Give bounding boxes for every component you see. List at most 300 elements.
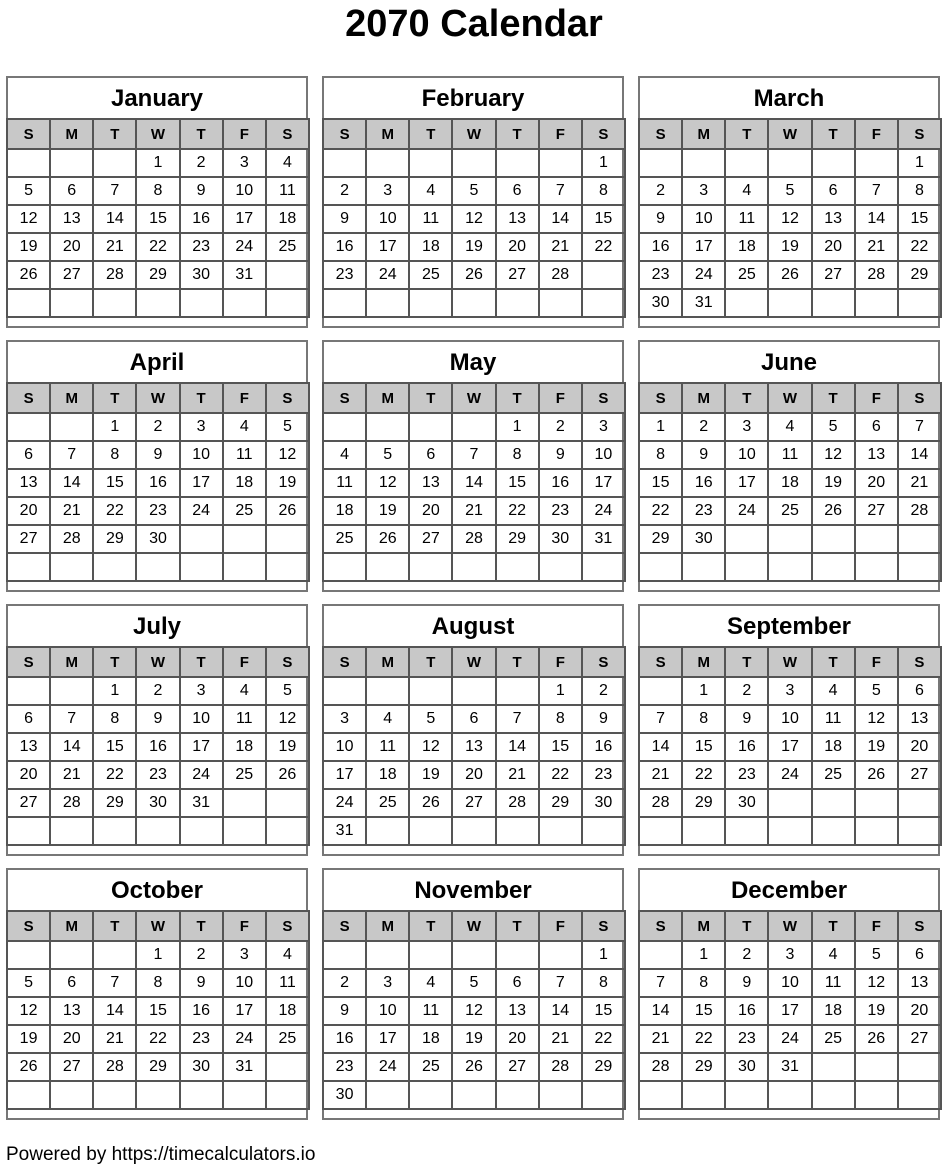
day-cell: 3 <box>682 177 725 205</box>
day-cell <box>452 553 495 581</box>
day-cell: 10 <box>768 705 811 733</box>
weekday-header: F <box>855 383 898 413</box>
day-cell: 31 <box>180 789 223 817</box>
day-cell <box>136 1081 179 1109</box>
weekday-header: S <box>266 119 309 149</box>
week-row <box>323 469 625 497</box>
week-row <box>639 677 941 705</box>
day-cell <box>639 817 682 845</box>
day-cell: 10 <box>366 997 409 1025</box>
weekday-header-row <box>639 119 941 149</box>
day-cell: 29 <box>539 789 582 817</box>
day-cell: 9 <box>136 705 179 733</box>
day-cell: 30 <box>180 1053 223 1081</box>
day-cell: 25 <box>725 261 768 289</box>
day-cell <box>223 789 266 817</box>
day-cell <box>50 817 93 845</box>
day-cell: 20 <box>812 233 855 261</box>
day-cell: 9 <box>180 969 223 997</box>
week-row <box>7 789 309 817</box>
day-cell: 25 <box>812 1025 855 1053</box>
day-cell <box>7 289 50 317</box>
week-row <box>7 205 309 233</box>
day-cell <box>898 553 941 581</box>
day-cell <box>366 149 409 177</box>
weekday-header: F <box>539 383 582 413</box>
weekday-header-row <box>7 119 309 149</box>
day-cell: 20 <box>452 761 495 789</box>
weekday-header: T <box>409 383 452 413</box>
day-cell: 16 <box>180 997 223 1025</box>
month-march <box>638 76 940 328</box>
day-cell: 3 <box>582 413 625 441</box>
day-cell: 27 <box>409 525 452 553</box>
day-cell: 21 <box>496 761 539 789</box>
day-cell <box>452 149 495 177</box>
day-cell: 16 <box>725 997 768 1025</box>
day-cell <box>409 413 452 441</box>
month-name: May <box>449 349 497 376</box>
month-april <box>6 340 308 592</box>
day-cell: 11 <box>725 205 768 233</box>
day-cell: 13 <box>7 733 50 761</box>
day-cell: 8 <box>496 441 539 469</box>
week-row <box>7 969 309 997</box>
day-cell: 4 <box>812 677 855 705</box>
month-name: July <box>132 613 182 640</box>
weekday-header: S <box>582 647 625 677</box>
day-cell <box>812 817 855 845</box>
week-row <box>323 205 625 233</box>
day-cell: 19 <box>812 469 855 497</box>
month-days-table <box>6 118 310 318</box>
weekday-header-row <box>323 911 625 941</box>
month-august <box>322 604 624 856</box>
day-cell: 14 <box>898 441 941 469</box>
day-cell: 13 <box>7 469 50 497</box>
day-cell: 22 <box>898 233 941 261</box>
day-cell: 23 <box>582 761 625 789</box>
day-cell: 26 <box>768 261 811 289</box>
day-cell: 26 <box>366 525 409 553</box>
day-cell: 18 <box>409 1025 452 1053</box>
day-cell: 19 <box>452 233 495 261</box>
day-cell <box>496 817 539 845</box>
day-cell: 26 <box>452 1053 495 1081</box>
day-cell: 12 <box>366 469 409 497</box>
day-cell: 8 <box>682 705 725 733</box>
day-cell: 27 <box>496 261 539 289</box>
day-cell <box>496 941 539 969</box>
day-cell <box>812 789 855 817</box>
day-cell <box>409 817 452 845</box>
day-cell: 30 <box>323 1081 366 1109</box>
day-cell: 15 <box>539 733 582 761</box>
week-row <box>639 441 941 469</box>
weekday-header: T <box>180 119 223 149</box>
day-cell <box>768 789 811 817</box>
weekday-header: M <box>50 119 93 149</box>
weekday-header: T <box>180 383 223 413</box>
day-cell <box>582 817 625 845</box>
day-cell <box>366 289 409 317</box>
week-row <box>7 1081 309 1109</box>
day-cell: 22 <box>582 233 625 261</box>
day-cell: 18 <box>725 233 768 261</box>
month-name: February <box>421 85 525 112</box>
day-cell: 12 <box>266 705 309 733</box>
day-cell: 20 <box>7 497 50 525</box>
day-cell: 1 <box>639 413 682 441</box>
day-cell: 26 <box>855 1025 898 1053</box>
day-cell: 25 <box>266 233 309 261</box>
day-cell <box>366 817 409 845</box>
day-cell <box>855 289 898 317</box>
day-cell: 7 <box>639 705 682 733</box>
day-cell <box>768 1081 811 1109</box>
day-cell <box>93 941 136 969</box>
day-cell: 23 <box>136 761 179 789</box>
day-cell: 26 <box>266 761 309 789</box>
day-cell <box>223 525 266 553</box>
day-cell <box>639 677 682 705</box>
day-cell: 7 <box>855 177 898 205</box>
week-row <box>7 149 309 177</box>
month-days-table <box>638 118 942 318</box>
day-cell: 21 <box>539 233 582 261</box>
day-cell <box>323 677 366 705</box>
day-cell: 6 <box>496 969 539 997</box>
day-cell: 13 <box>812 205 855 233</box>
day-cell <box>7 941 50 969</box>
day-cell: 14 <box>452 469 495 497</box>
day-cell: 29 <box>136 261 179 289</box>
month-days-table <box>638 646 942 846</box>
day-cell: 4 <box>812 941 855 969</box>
day-cell: 24 <box>180 761 223 789</box>
day-cell <box>180 817 223 845</box>
month-days-table <box>6 382 310 582</box>
day-cell: 25 <box>366 789 409 817</box>
day-cell: 11 <box>223 441 266 469</box>
day-cell: 8 <box>898 177 941 205</box>
day-cell: 2 <box>539 413 582 441</box>
day-cell: 18 <box>768 469 811 497</box>
day-cell <box>539 149 582 177</box>
weekday-header: T <box>496 911 539 941</box>
day-cell: 12 <box>768 205 811 233</box>
day-cell: 6 <box>496 177 539 205</box>
day-cell <box>898 817 941 845</box>
weekday-header: S <box>898 383 941 413</box>
weekday-header: M <box>682 647 725 677</box>
month-name: June <box>760 349 817 376</box>
day-cell: 14 <box>50 469 93 497</box>
day-cell: 30 <box>136 525 179 553</box>
day-cell: 22 <box>93 761 136 789</box>
powered-by-footer: Powered by https://timecalculators.io <box>6 1144 316 1165</box>
day-cell: 23 <box>180 1025 223 1053</box>
day-cell: 15 <box>898 205 941 233</box>
day-cell: 22 <box>136 233 179 261</box>
day-cell: 12 <box>855 969 898 997</box>
day-cell: 21 <box>50 761 93 789</box>
day-cell: 28 <box>496 789 539 817</box>
weekday-header: F <box>855 911 898 941</box>
day-cell <box>812 149 855 177</box>
weekday-header: S <box>582 119 625 149</box>
day-cell: 6 <box>50 177 93 205</box>
weekday-header: T <box>93 119 136 149</box>
day-cell: 9 <box>323 205 366 233</box>
week-row <box>323 733 625 761</box>
day-cell: 2 <box>136 413 179 441</box>
weekday-header: W <box>136 119 179 149</box>
day-cell: 13 <box>898 969 941 997</box>
day-cell: 17 <box>223 997 266 1025</box>
day-cell <box>768 149 811 177</box>
day-cell: 27 <box>7 525 50 553</box>
weekday-header: W <box>136 911 179 941</box>
day-cell: 27 <box>855 497 898 525</box>
day-cell: 5 <box>7 969 50 997</box>
week-row <box>639 497 941 525</box>
day-cell: 23 <box>725 1025 768 1053</box>
week-row <box>323 705 625 733</box>
day-cell: 20 <box>50 233 93 261</box>
day-cell <box>266 1081 309 1109</box>
weekday-header: F <box>223 119 266 149</box>
day-cell: 23 <box>323 1053 366 1081</box>
day-cell <box>266 289 309 317</box>
weekday-header: S <box>639 119 682 149</box>
day-cell: 29 <box>639 525 682 553</box>
day-cell: 25 <box>223 497 266 525</box>
day-cell: 18 <box>812 997 855 1025</box>
day-cell: 10 <box>180 705 223 733</box>
day-cell <box>50 149 93 177</box>
weekday-header: M <box>366 119 409 149</box>
day-cell: 12 <box>266 441 309 469</box>
weekday-header: S <box>639 647 682 677</box>
day-cell: 25 <box>223 761 266 789</box>
day-cell: 14 <box>93 997 136 1025</box>
day-cell: 16 <box>180 205 223 233</box>
day-cell: 21 <box>639 761 682 789</box>
day-cell: 1 <box>93 413 136 441</box>
day-cell: 22 <box>539 761 582 789</box>
day-cell: 27 <box>812 261 855 289</box>
day-cell <box>409 149 452 177</box>
day-cell: 6 <box>7 441 50 469</box>
day-cell: 20 <box>496 233 539 261</box>
day-cell: 14 <box>855 205 898 233</box>
day-cell: 2 <box>323 969 366 997</box>
day-cell <box>812 1053 855 1081</box>
day-cell: 13 <box>452 733 495 761</box>
day-cell: 14 <box>639 733 682 761</box>
weekday-header: M <box>50 647 93 677</box>
day-cell: 19 <box>266 469 309 497</box>
weekday-header: W <box>768 383 811 413</box>
day-cell <box>452 677 495 705</box>
day-cell <box>682 1081 725 1109</box>
day-cell <box>855 789 898 817</box>
day-cell <box>452 289 495 317</box>
month-days-table <box>322 646 626 846</box>
week-row <box>323 1081 625 1109</box>
day-cell: 22 <box>93 497 136 525</box>
day-cell: 17 <box>366 1025 409 1053</box>
week-row <box>7 525 309 553</box>
day-cell: 17 <box>323 761 366 789</box>
weekday-header: S <box>323 383 366 413</box>
day-cell: 17 <box>768 997 811 1025</box>
day-cell: 4 <box>323 441 366 469</box>
day-cell: 13 <box>50 205 93 233</box>
day-cell <box>639 149 682 177</box>
day-cell: 5 <box>266 677 309 705</box>
day-cell <box>50 677 93 705</box>
day-cell: 31 <box>223 261 266 289</box>
day-cell: 17 <box>366 233 409 261</box>
day-cell: 2 <box>180 941 223 969</box>
day-cell: 12 <box>812 441 855 469</box>
day-cell: 15 <box>582 205 625 233</box>
day-cell: 17 <box>682 233 725 261</box>
day-cell <box>582 289 625 317</box>
day-cell: 18 <box>266 997 309 1025</box>
weekday-header-row <box>323 647 625 677</box>
month-days-table <box>6 910 310 1110</box>
day-cell: 2 <box>180 149 223 177</box>
day-cell <box>539 941 582 969</box>
day-cell: 8 <box>136 177 179 205</box>
week-row <box>7 441 309 469</box>
day-cell: 21 <box>93 1025 136 1053</box>
day-cell: 2 <box>725 677 768 705</box>
day-cell: 7 <box>539 177 582 205</box>
weekday-header: S <box>639 911 682 941</box>
day-cell <box>223 289 266 317</box>
weekday-header: M <box>682 383 725 413</box>
day-cell: 25 <box>409 1053 452 1081</box>
day-cell: 29 <box>496 525 539 553</box>
day-cell: 8 <box>582 969 625 997</box>
day-cell: 7 <box>496 705 539 733</box>
day-cell: 12 <box>452 997 495 1025</box>
day-cell: 23 <box>539 497 582 525</box>
day-cell: 20 <box>898 733 941 761</box>
day-cell <box>496 149 539 177</box>
day-cell <box>366 413 409 441</box>
day-cell <box>136 553 179 581</box>
day-cell <box>768 553 811 581</box>
day-cell <box>7 817 50 845</box>
month-days-table <box>322 118 626 318</box>
week-row <box>323 553 625 581</box>
day-cell: 29 <box>682 789 725 817</box>
day-cell <box>266 1053 309 1081</box>
day-cell: 4 <box>768 413 811 441</box>
day-cell: 1 <box>582 941 625 969</box>
week-row <box>323 817 625 845</box>
day-cell <box>409 941 452 969</box>
day-cell: 29 <box>898 261 941 289</box>
day-cell <box>180 1081 223 1109</box>
weekday-header: S <box>582 383 625 413</box>
weekday-header: S <box>582 911 625 941</box>
day-cell: 10 <box>223 177 266 205</box>
day-cell: 4 <box>223 677 266 705</box>
week-row <box>323 997 625 1025</box>
week-row <box>639 205 941 233</box>
weekday-header: M <box>366 383 409 413</box>
day-cell <box>266 789 309 817</box>
day-cell <box>223 1081 266 1109</box>
day-cell <box>539 1081 582 1109</box>
weekday-header: W <box>452 383 495 413</box>
day-cell <box>323 289 366 317</box>
day-cell: 23 <box>180 233 223 261</box>
weekday-header: S <box>898 119 941 149</box>
day-cell: 22 <box>496 497 539 525</box>
weekday-header: T <box>409 119 452 149</box>
day-cell <box>93 149 136 177</box>
day-cell: 20 <box>409 497 452 525</box>
day-cell: 24 <box>768 761 811 789</box>
day-cell: 5 <box>855 677 898 705</box>
day-cell: 1 <box>496 413 539 441</box>
day-cell: 28 <box>855 261 898 289</box>
day-cell: 8 <box>136 969 179 997</box>
week-row <box>7 941 309 969</box>
day-cell <box>812 525 855 553</box>
day-cell: 26 <box>812 497 855 525</box>
day-cell <box>682 149 725 177</box>
month-name: April <box>129 349 185 376</box>
day-cell: 16 <box>323 1025 366 1053</box>
day-cell: 25 <box>266 1025 309 1053</box>
day-cell: 5 <box>366 441 409 469</box>
day-cell: 11 <box>223 705 266 733</box>
day-cell: 16 <box>725 733 768 761</box>
day-cell: 28 <box>898 497 941 525</box>
day-cell: 11 <box>323 469 366 497</box>
day-cell: 24 <box>223 1025 266 1053</box>
weekday-header-row <box>7 647 309 677</box>
day-cell: 27 <box>496 1053 539 1081</box>
day-cell: 25 <box>409 261 452 289</box>
day-cell: 7 <box>898 413 941 441</box>
day-cell <box>539 553 582 581</box>
day-cell <box>768 289 811 317</box>
day-cell: 11 <box>266 969 309 997</box>
day-cell: 10 <box>180 441 223 469</box>
day-cell <box>639 941 682 969</box>
day-cell: 7 <box>93 177 136 205</box>
day-cell: 14 <box>93 205 136 233</box>
day-cell: 3 <box>180 677 223 705</box>
day-cell <box>366 677 409 705</box>
week-row <box>7 705 309 733</box>
day-cell <box>855 1053 898 1081</box>
day-cell: 11 <box>768 441 811 469</box>
weekday-header: M <box>50 383 93 413</box>
week-row <box>323 413 625 441</box>
day-cell: 24 <box>582 497 625 525</box>
day-cell: 7 <box>452 441 495 469</box>
